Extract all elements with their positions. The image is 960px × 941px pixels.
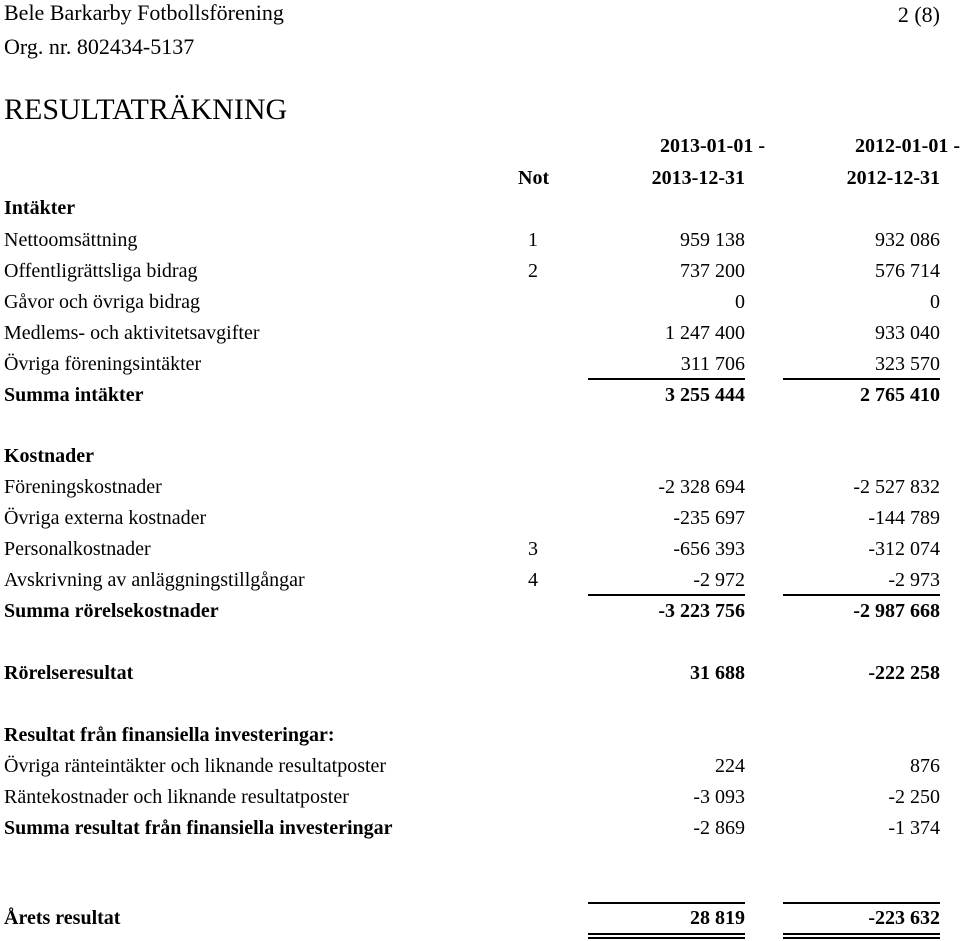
double-underline-current xyxy=(588,933,745,935)
row-label: Avskrivning av anläggningstillgångar xyxy=(4,569,305,591)
row-label: Resultat från finansiella investeringar: xyxy=(4,724,335,746)
sum-line-current xyxy=(588,594,745,596)
previous-value: 876 xyxy=(910,755,940,777)
previous-value: -312 074 xyxy=(868,538,940,560)
row-label: Övriga ränteintäkter och liknande resultatposter xyxy=(4,755,387,777)
previous-value: 576 714 xyxy=(875,260,940,282)
previous-period-start-header: 2012-01-01 - xyxy=(855,135,960,157)
row-label: Summa rörelsekostnader xyxy=(4,600,219,622)
table-row xyxy=(0,320,960,346)
current-period-end-header: 2013-12-31 xyxy=(651,167,745,189)
page-number: 2 (8) xyxy=(897,2,940,27)
sum-line-current xyxy=(588,378,745,380)
table-row xyxy=(0,351,960,377)
row-label: Nettoomsättning xyxy=(4,229,138,251)
previous-value: -2 987 668 xyxy=(853,600,940,622)
operating-result-row xyxy=(0,660,960,686)
previous-value: 933 040 xyxy=(875,322,940,344)
row-label: Offentligrättsliga bidrag xyxy=(4,260,198,282)
current-value: 1 247 400 xyxy=(665,322,745,344)
table-row xyxy=(0,474,960,500)
organization-name: Bele Barkarby Fotbollsförening xyxy=(4,0,284,25)
row-note: 4 xyxy=(528,569,538,591)
total-row-costs xyxy=(0,598,960,624)
double-underline-previous xyxy=(783,937,940,939)
row-label: Rörelseresultat xyxy=(4,662,134,684)
current-value: 31 688 xyxy=(690,662,745,684)
current-value: -2 869 xyxy=(693,817,745,839)
total-row-revenue xyxy=(0,382,960,408)
table-row xyxy=(0,784,960,810)
previous-value: -2 973 xyxy=(888,569,940,591)
row-note: 2 xyxy=(528,260,538,282)
row-label: Övriga föreningsintäkter xyxy=(4,353,202,375)
section-heading-revenue xyxy=(0,195,960,221)
current-value: 737 200 xyxy=(680,260,745,282)
sum-line-previous xyxy=(783,378,940,380)
previous-value: -144 789 xyxy=(868,507,940,529)
previous-value: -223 632 xyxy=(868,907,940,929)
current-value: -2 328 694 xyxy=(658,476,745,498)
table-row xyxy=(0,505,960,531)
section-heading-costs xyxy=(0,443,960,469)
current-value: -2 972 xyxy=(693,569,745,591)
current-value: -3 093 xyxy=(693,786,745,808)
net-result-row xyxy=(0,905,960,931)
row-label: Föreningskostnader xyxy=(4,476,162,498)
previous-value: -2 527 832 xyxy=(853,476,940,498)
current-value: 0 xyxy=(735,291,745,313)
sum-line-previous xyxy=(783,594,940,596)
row-label: Intäkter xyxy=(4,197,76,219)
row-note: 3 xyxy=(528,538,538,560)
current-value: 224 xyxy=(715,755,745,777)
current-value: 28 819 xyxy=(690,907,745,929)
previous-value: 0 xyxy=(930,291,940,313)
row-label: Räntekostnader och liknande resultatposter xyxy=(4,786,349,808)
section-heading-financial xyxy=(0,722,960,748)
current-value: 311 706 xyxy=(680,353,745,375)
row-label: Medlems- och aktivitetsavgifter xyxy=(4,322,260,344)
previous-value: -1 374 xyxy=(888,817,940,839)
previous-value: 323 570 xyxy=(875,353,940,375)
table-row xyxy=(0,567,960,593)
current-value: -656 393 xyxy=(673,538,745,560)
current-value: -235 697 xyxy=(673,507,745,529)
row-note: 1 xyxy=(528,229,538,251)
double-underline-previous xyxy=(783,933,940,935)
table-row xyxy=(0,753,960,779)
previous-value: -2 250 xyxy=(888,786,940,808)
table-row xyxy=(0,289,960,315)
row-label: Summa intäkter xyxy=(4,384,144,406)
current-value: -3 223 756 xyxy=(658,600,745,622)
current-value: 3 255 444 xyxy=(665,384,745,406)
previous-value: 2 765 410 xyxy=(860,384,940,406)
previous-value: -222 258 xyxy=(868,662,940,684)
sum-line-current xyxy=(588,902,745,904)
note-column-header: Not xyxy=(518,167,550,189)
page-title: RESULTATRÄKNING xyxy=(4,93,288,126)
table-row xyxy=(0,227,960,253)
sum-line-previous xyxy=(783,902,940,904)
previous-value: 932 086 xyxy=(875,229,940,251)
row-label: Personalkostnader xyxy=(4,538,151,560)
row-label: Årets resultat xyxy=(4,907,121,929)
row-label: Gåvor och övriga bidrag xyxy=(4,291,201,313)
table-row xyxy=(0,258,960,284)
previous-period-end-header: 2012-12-31 xyxy=(846,167,940,189)
total-row-financial xyxy=(0,815,960,841)
current-period-start-header: 2013-01-01 - xyxy=(660,135,765,157)
row-label: Kostnader xyxy=(4,445,94,467)
row-label: Övriga externa kostnader xyxy=(4,507,207,529)
double-underline-current xyxy=(588,937,745,939)
table-row xyxy=(0,536,960,562)
row-label: Summa resultat från finansiella investeringar xyxy=(4,817,393,839)
organization-number: Org. nr. 802434-5137 xyxy=(4,34,195,59)
current-value: 959 138 xyxy=(680,229,745,251)
